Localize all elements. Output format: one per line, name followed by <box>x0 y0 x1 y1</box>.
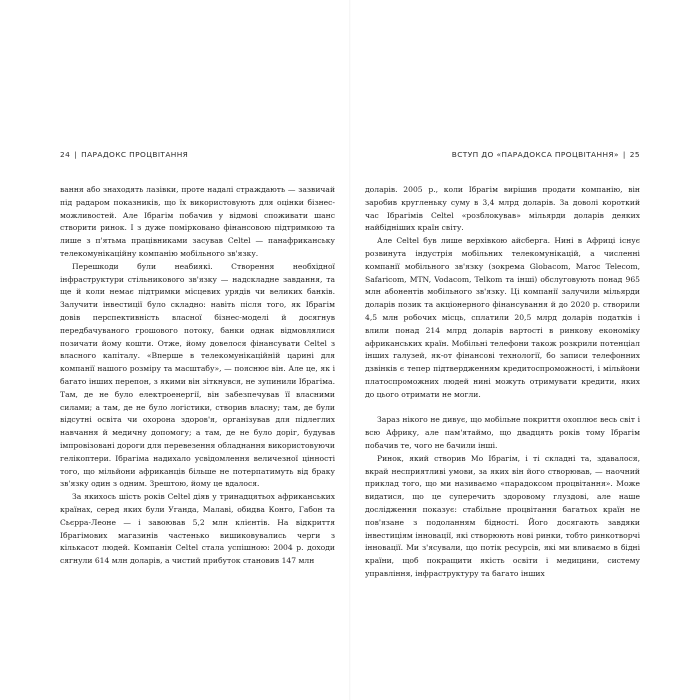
left-header-separator: | <box>74 150 78 159</box>
right-header-separator: | <box>622 150 626 159</box>
right-paragraph-4: Ринок, який створив Мо Ібрагім, і ті складні та, здавалося, вкрай несприятливі умови, за яких він його створював, — наочний приклад того, що ми називаємо «парадоксом процвітання». Може видатися, що це суперечить здоровому глуздові, але наше дослідження показує: стабільне процвітання багатьох країн не пов'язане з подоланням бідності. Його досягають завдяки інвестиціям інновації, які створюють нові ринки, тобто ринкотворчі інновації. Ми з'ясували, що потік ресурсів, які ми вливаємо в бідні країни, щоб покращити якість освіти і медицини, систему управління, інфраструктуру та багато інших <box>365 453 640 578</box>
right-page-body <box>365 184 640 581</box>
left-page-number: 24 <box>60 150 71 159</box>
left-running-header <box>60 150 335 164</box>
book-gutter <box>349 0 351 700</box>
left-page <box>60 150 335 690</box>
right-paragraph-3: Зараз нікого не дивує, що мобільне покриття охоплює весь світ і всю Африку, але пам'ятаймо, що двадцять років тому Ібрагім побачив те, чого не бачили інші. <box>365 415 640 450</box>
right-paragraph-1: доларів. 2005 р., коли Ібрагім вирішив продати компанію, він заробив кругленьку суму в 3,4 млрд доларів. За доволі короткий час Ібрагімів Celtel «розблокував» мільярди доларів деяких найбідніших країн світу. <box>365 185 640 233</box>
right-paragraph-2: Але Celtel був лише верхівкою айсберга. Нині в Африці існує розвинута індустрія мобільних телекомунікацій, а численні компанії мобільного зв'язку (зокрема Globacom, Maroc Telecom, Safaricom, MTN, Vodacom, Telkom та інші) обслуговують понад 965 млн абонентів мобільного зв'язку. Ці компанії залучили мільярди доларів позик та акціонерного фінансування й до 2020 р. створили 4,5 млн робочих місць, сплатили 20,5 млрд доларів податків і влили понад 214 млрд доларів вартості в ринкову економіку африканських країн. Мобільні телефони також розкрили потенціал інших галузей, як-от фінансові технології, бо записи телефонних дзвінків є тепер підтвердженням кредитоспроможності, і мільйони платоспроможних людей нині можуть отримувати кредити, яких до цього отримати не могли. <box>365 236 640 399</box>
left-page-body <box>60 184 335 568</box>
left-paragraph-1: вання або знаходять лазівки, проте надалі страждають — зазвичай під радаром показників, що їх використовують для оцінки бізнес-можливостей. Але Ібрагім побачив у відмові споживати шанс створити ринок. І з дуже помірковано фінансовою підтримкою та лише з п'ятьма працівниками засував Celtel — панафриканську телекомунікаційну компанію мобільного зв'язку. <box>60 185 335 258</box>
left-header-title: ПАРАДОКС ПРОЦВІТАННЯ <box>81 150 189 159</box>
right-page-number: 25 <box>629 150 640 159</box>
right-page <box>365 150 640 690</box>
right-header-title: ВСТУП ДО «ПАРАДОКСА ПРОЦВІТАННЯ» <box>451 150 619 159</box>
left-paragraph-2: Перешкоди були неабиякі. Створення необхідної інфраструктури стільникового зв'язку — надскладне завдання, та ще й коли немає підтримки місцевих урядів чи великих банків. Залучити інвестиції було складно: навіть після того, як Ібрагім довів перспективність власної бізнес-моделі й досягнув передбачуваного грошового потоку, банки однак відмовлялися позичати йому кошти. Отже, йому довелося фінансувати Celtel з власного капіталу. «Вперше в телекомунікаційній царині для компанії нашого розміру та масштабу», — пояснює він. Але це, як і багато інших перепон, з якими він зіткнувся, не зупинили Ібрагіма. Там, де не було електроенергії, він забезпечував її власними силами; а там, де не було логістики, створив власну; там, де були відсутні освіта чи охорона здоров'я, організував для підлеглих навчання й медичну допомогу; а там, де не було доріг, будував імпровізовані дороги для перевезення обладнання використовуючи гелікоптери. Ібрагіма надихало усвідомлення величезної цінності того, що мільйони африканців більше не потерпатимуть від браку зв'язку один з одним. Зрештою, йому це вдалося. <box>60 261 335 489</box>
right-running-header <box>365 150 640 164</box>
left-paragraph-3: За якихось шість років Celtel діяв у тринадцятьох африканських країнах, серед яких були Уганда, Малаві, обидва Конго, Габон та Сьєрра-Леоне — і завоював 5,2 млн клієнтів. На відкриття Ібрагімових магазинів частенько вишиковувались черги з кількасот людей. Компанія Celtel стала успішною: 2004 р. доходи сягнули 614 млн доларів, а чистий прибуток становив 147 млн <box>60 492 335 566</box>
